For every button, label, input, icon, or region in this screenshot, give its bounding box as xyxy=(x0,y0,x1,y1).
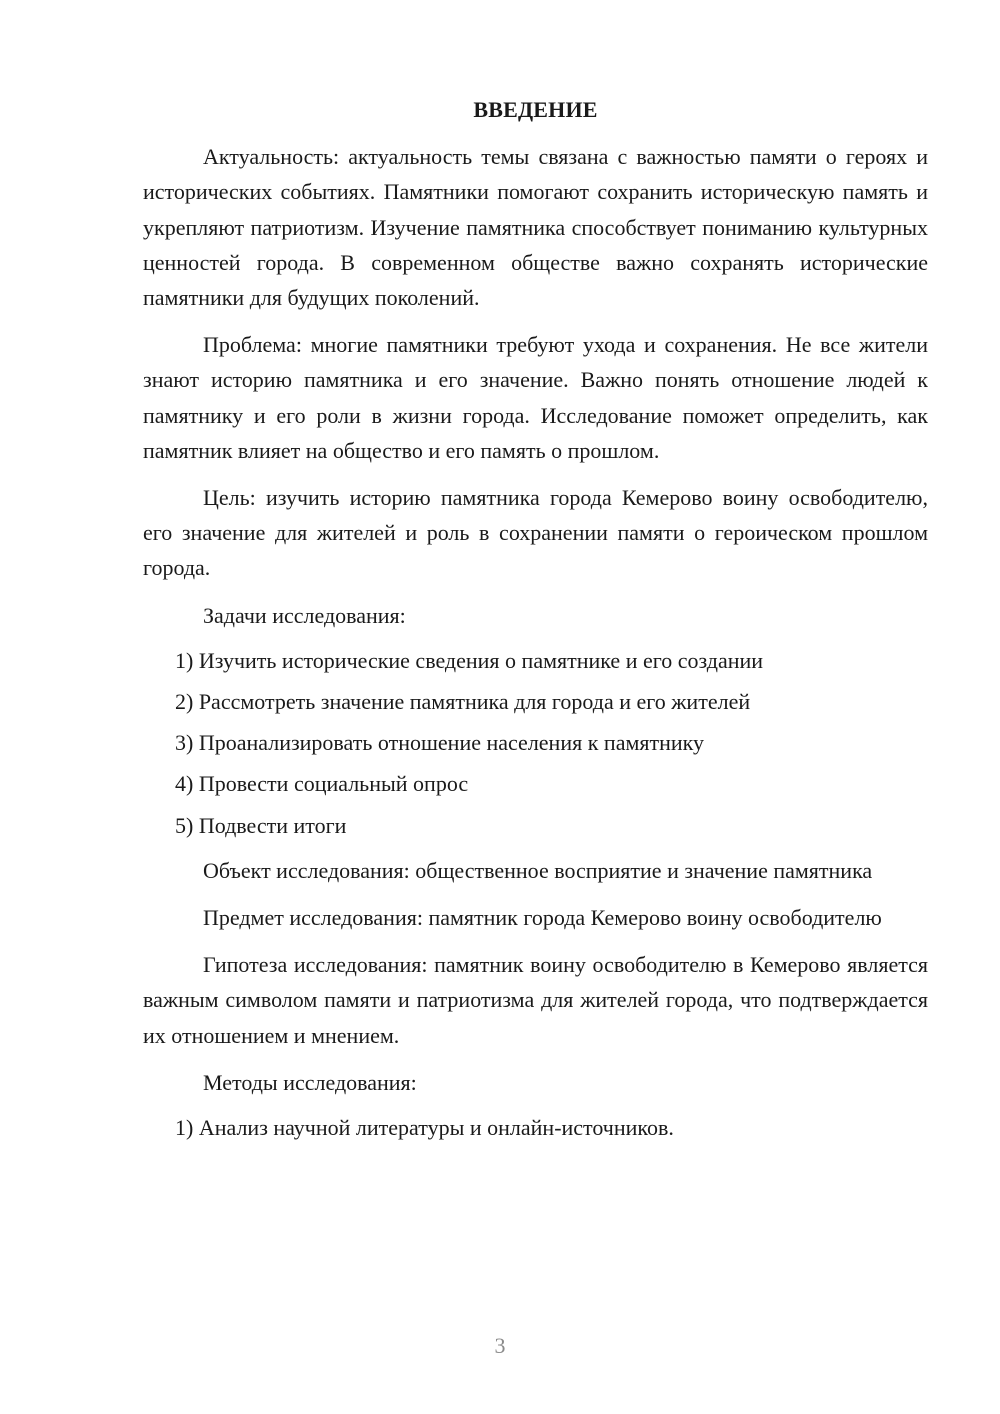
list-item: 3) Проанализировать отношение населения к памятнику xyxy=(175,730,705,756)
list-item: 5) Подвести итоги xyxy=(175,812,347,838)
list-item: 1) Изучить исторические сведения о памятнике и его создании xyxy=(175,647,764,673)
relevance-paragraph: Актуальность: актуальность темы связана с важностью памяти о героях и исторических событиях. Памятники помогают сохранить историческую память и укрепляют патриотизм. Изучение памятника способствует пониманию культурных ценностей города. В современном обществе важно сохранять исторические памятники для будущих поколений. xyxy=(143,144,928,311)
problem-paragraph: Проблема: многие памятники требуют ухода и сохранения. Не все жители знают историю памятника и его значение. Важно понять отношение людей к памятнику и его роли в жизни города. Исследование поможет определить, как памятник влияет на общество и его память о прошлом. xyxy=(143,332,928,463)
section-title: ВВЕДЕНИЕ xyxy=(473,97,598,122)
list-item: 2) Рассмотреть значение памятника для города и его жителей xyxy=(175,689,751,715)
tasks-list xyxy=(143,643,928,843)
tasks-heading: Задачи исследования: xyxy=(203,602,406,628)
page-number: 3 xyxy=(494,1333,506,1358)
goal-paragraph: Цель: изучить историю памятника города Кемерово воину освободителю, его значение для жителей и роль в сохранении памяти о героическом прошлом города. xyxy=(143,485,928,581)
object-paragraph: Объект исследования: общественное восприятие и значение памятника xyxy=(203,857,873,883)
hypothesis-paragraph: Гипотеза исследования: памятник воину освободителю в Кемерово является важным символом памяти и патриотизма для жителей города, что подтверждается их отношением и мнением. xyxy=(143,952,928,1048)
document-page xyxy=(143,92,928,1155)
subject-paragraph: Предмет исследования: памятник города Кемерово воину освободителю xyxy=(203,905,882,931)
methods-list xyxy=(143,1110,928,1145)
methods-heading: Методы исследования: xyxy=(203,1069,417,1095)
list-item: 4) Провести социальный опрос xyxy=(175,771,469,797)
list-item: 1) Анализ научной литературы и онлайн-источников. xyxy=(175,1115,674,1141)
